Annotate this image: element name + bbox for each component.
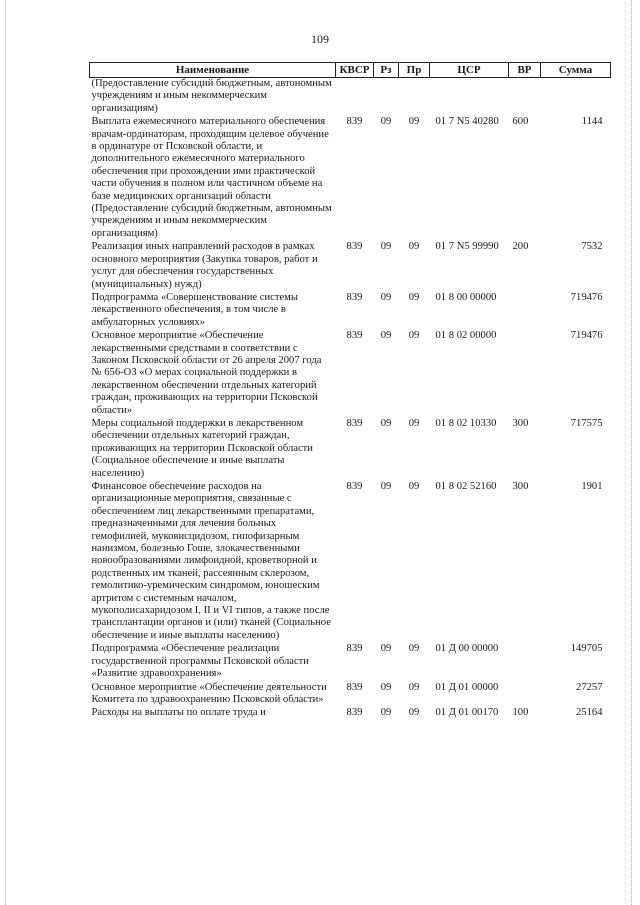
row-sum: 27257 — [576, 681, 603, 693]
row-csr: 01 Д 00 00000 — [435, 643, 499, 655]
row-vr: 200 — [512, 241, 529, 253]
row-name: Меры социальной поддержки в лекарственном обеспечении отдельных категорий граждан, проживающих на территории Псковской области (Социальное обеспечение и иные выплаты населению) — [91, 417, 313, 479]
header-vr: ВР — [509, 63, 541, 78]
row-pr: 09 — [408, 707, 420, 719]
header-csr: ЦСР — [430, 63, 509, 78]
row-kvsr: 839 — [346, 681, 363, 693]
row-sum: 717575 — [570, 417, 603, 429]
table-row — [90, 329, 611, 417]
row-csr: 01 7 N5 99990 — [435, 241, 499, 253]
row-vr — [509, 681, 541, 707]
row-name: Выплата ежемесячного материального обеспечения врачам-ординаторам, проходящим целевое обучение в ординатуре от Псковской области, и дополнительного ежемесячного материального обеспечения при прохождении ими практической части обучения в полном или частичном объеме на базе медицинских организаций области (Предоставление субсидий бюджетным, автономным учреждениям и иным некоммерческим организациям) — [91, 116, 332, 239]
row-pr: 09 — [408, 481, 420, 492]
row-csr: 01 8 02 00000 — [435, 330, 497, 342]
table-body — [90, 78, 611, 720]
row-pr: 09 — [408, 291, 420, 303]
row-name: Расходы на выплаты по оплате труда и — [91, 707, 266, 719]
row-csr — [430, 78, 509, 116]
row-pr: 09 — [408, 330, 420, 342]
row-sum: 1144 — [581, 116, 603, 128]
row-rz: 09 — [380, 681, 392, 693]
row-csr: 01 8 02 10330 — [435, 417, 497, 429]
row-vr — [509, 642, 541, 680]
row-name: Реализация иных направлений расходов в рамках основного мероприятия (Закупка товаров, работ и услуг для обеспечения государственных (муниципальных) нужд) — [91, 241, 318, 290]
row-rz: 09 — [380, 241, 392, 253]
row-kvsr: 839 — [346, 241, 363, 253]
row-pr: 09 — [408, 241, 420, 253]
row-sum: 719476 — [570, 291, 603, 303]
row-kvsr: 839 — [346, 291, 363, 303]
row-kvsr: 839 — [346, 330, 363, 342]
row-rz: 09 — [380, 330, 392, 342]
row-csr: 01 Д 01 00000 — [435, 681, 499, 693]
row-sum: 1901 — [581, 481, 603, 492]
row-sum — [541, 78, 611, 116]
row-name: Подпрограмма «Совершенствование системы лекарственного обеспечения, в том числе в амбулаторных условиях» — [91, 291, 298, 328]
row-sum: 25164 — [576, 707, 603, 719]
row-pr — [399, 78, 430, 116]
table-row — [90, 642, 611, 680]
row-rz — [374, 78, 399, 116]
table-row — [90, 681, 611, 707]
budget-table — [89, 62, 611, 720]
row-sum: 719476 — [570, 330, 603, 342]
row-name: Основное мероприятие «Обеспечение лекарственными средствами в соответствии с Законом Псковской области от 26 апреля 2007 года № 656-ОЗ «О мерах социальной поддержки в лекарственном обеспечении отдельных категорий граждан, проживающих на территории Псковской области» — [91, 330, 322, 416]
scan-edge-right — [631, 0, 633, 905]
row-pr: 09 — [408, 116, 420, 128]
header-kvsr: КВСР — [336, 63, 374, 78]
table-row — [90, 240, 611, 291]
row-pr: 09 — [408, 417, 420, 429]
row-rz: 09 — [380, 417, 392, 429]
table-row — [90, 706, 611, 719]
row-vr: 600 — [512, 116, 529, 128]
scan-edge-left — [5, 0, 7, 905]
table-row — [90, 417, 611, 480]
row-sum: 7532 — [581, 241, 603, 253]
row-rz: 09 — [380, 707, 392, 719]
row-pr: 09 — [408, 681, 420, 693]
row-rz: 09 — [380, 116, 392, 128]
header-pr: Пр — [399, 63, 430, 78]
header-name: Наименование — [90, 63, 336, 78]
row-vr — [509, 78, 541, 116]
row-rz: 09 — [380, 291, 392, 303]
table-row — [90, 291, 611, 329]
row-csr: 01 7 N5 40280 — [435, 116, 499, 128]
row-name: Подпрограмма «Обеспечение реализации государственной программы Псковской области «Развитие здравоохранения» — [91, 643, 309, 680]
row-name: (Предоставление субсидий бюджетным, автономным учреждениям и иным некоммерческим организациям) — [91, 78, 332, 114]
row-kvsr: 839 — [346, 116, 363, 128]
header-sum: Сумма — [541, 63, 611, 78]
row-csr: 01 8 02 52160 — [435, 481, 497, 492]
row-pr: 09 — [408, 643, 420, 655]
row-kvsr: 839 — [346, 417, 363, 429]
table-row — [90, 115, 611, 240]
table-row — [90, 78, 611, 116]
row-name: Финансовое обеспечение расходов на организационные мероприятия, связанные с обеспечением лиц лекарственными препаратами, предназначенными для лечения больных гемофилией, муковисцидозом, гипофизарным нанизмом, болезнью Гоше, злокачественными новообразованиями лимфоидной, кроветворной и родственных им тканей, рассеянным склерозом, гемолитико-уремическим синдромом, юношеским артритом с системным началом, мукополисахаридозом I, II и VI типов, а также после трансплантации органов и (или) тканей (Социальное обеспечение и иные выплаты населению) — [91, 481, 331, 641]
header-rz: Рз — [374, 63, 399, 78]
row-name: Основное мероприятие «Обеспечение деятельности Комитета по здравоохранению Псковской области» — [91, 681, 327, 705]
row-kvsr — [336, 78, 374, 116]
row-kvsr: 839 — [346, 643, 363, 655]
row-kvsr: 839 — [346, 481, 363, 492]
row-vr: 100 — [512, 707, 529, 719]
row-vr — [509, 291, 541, 329]
row-vr — [509, 329, 541, 417]
row-vr: 300 — [512, 481, 529, 492]
row-vr: 300 — [512, 417, 529, 429]
row-rz: 09 — [380, 643, 392, 655]
page-number: 109 — [311, 32, 329, 46]
row-csr: 01 Д 01 00170 — [435, 707, 499, 719]
row-csr: 01 8 00 00000 — [435, 291, 497, 303]
row-kvsr: 839 — [346, 707, 363, 719]
row-rz: 09 — [380, 481, 392, 492]
table-row — [90, 480, 611, 642]
row-sum: 149705 — [570, 643, 603, 655]
table-header — [90, 63, 611, 78]
